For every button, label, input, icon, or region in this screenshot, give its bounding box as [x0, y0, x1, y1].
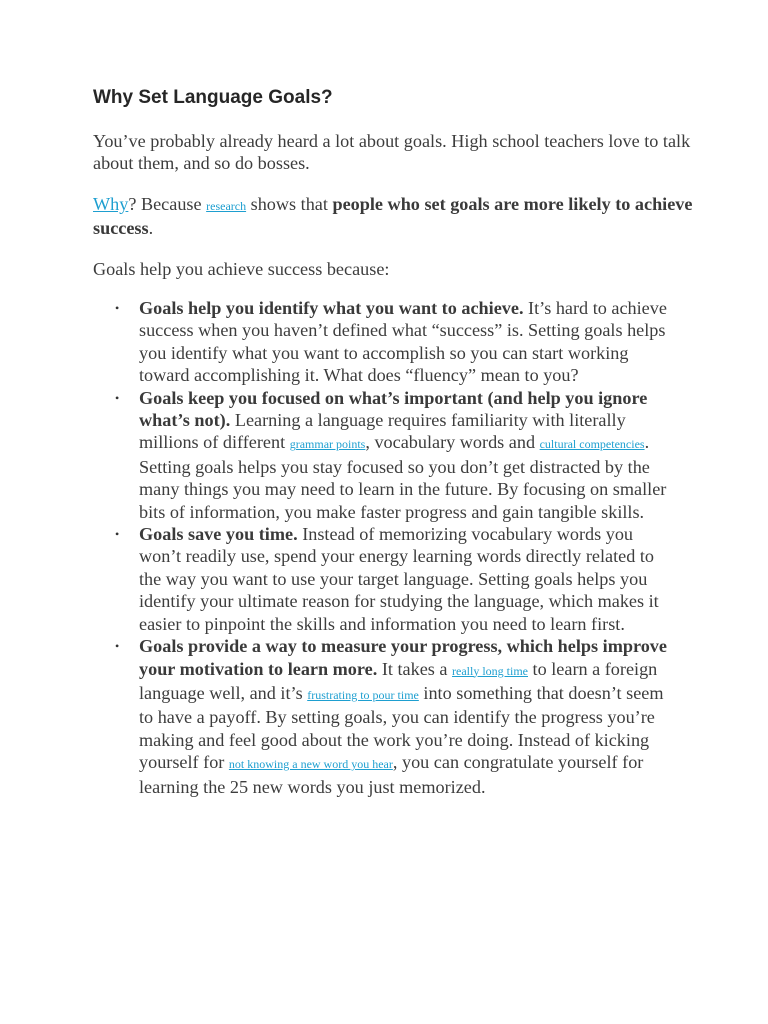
- list-item-text: to learn a foreign language well, and it’s: [139, 658, 658, 703]
- list-item-text: It takes a: [377, 658, 453, 679]
- why-bold-text: people who set goals are more likely to achieve success: [93, 194, 693, 239]
- page-title: Why Set Language Goals?: [93, 87, 333, 108]
- research-link[interactable]: research: [206, 199, 247, 213]
- why-text-2: shows that: [246, 194, 333, 214]
- frustrating-link[interactable]: frustrating to pour time: [307, 687, 419, 702]
- why-link[interactable]: Why: [93, 194, 129, 214]
- list-item: [115, 635, 679, 798]
- list-item-heading: Goals help you identify what you want to achieve.: [139, 298, 524, 318]
- list-item-text: , you can congratulate yourself for learning the 25 new words you just memorized.: [139, 752, 644, 797]
- grammar-points-link[interactable]: grammar points: [289, 437, 366, 452]
- goals-list: [115, 297, 679, 798]
- list-item-heading: Goals provide a way to measure your progress, which helps improve your motivation to learn more.: [139, 636, 667, 679]
- list-item-text: into something that doesn’t seem to have a payoff. By setting goals, you can identify the progress you’re making and feel good about the work you’re doing. Instead of kicking yourself for: [139, 682, 664, 773]
- intro-paragraph: You’ve probably already heard a lot about goals. High school teachers love to talk about them, and so do bosses.: [93, 131, 691, 174]
- bullet-icon: •: [115, 301, 120, 315]
- list-item-text: , vocabulary words and: [365, 432, 540, 453]
- why-paragraph: [93, 193, 693, 240]
- bullet-icon: •: [115, 527, 120, 542]
- why-text-1: ? Because: [128, 194, 207, 214]
- bullet-icon: •: [115, 639, 120, 654]
- list-item-heading: Goals save you time.: [139, 524, 298, 545]
- lead-paragraph: Goals help you achieve success because:: [93, 259, 390, 279]
- why-text-3: .: [148, 218, 154, 239]
- list-item: [115, 387, 679, 523]
- bullet-icon: •: [115, 390, 120, 405]
- really-long-time-link[interactable]: really long time: [452, 663, 528, 678]
- list-item: [115, 523, 679, 635]
- list-item: [115, 297, 679, 387]
- cultural-competencies-link[interactable]: cultural competencies: [539, 437, 645, 452]
- list-item-heading: Goals keep you focused on what’s important (and help you ignore what’s not).: [139, 387, 648, 431]
- list-item-text: It’s hard to achieve success when you haven’t defined what “success” is. Setting goals helps you identify what you want to accomplish so you can start working toward accomplishing it. What does “fluency” mean to you?: [139, 298, 667, 386]
- list-item-text: . Setting goals helps you stay focused so you don’t get distracted by the many things you may need to learn in the future. By focusing on smaller bits of information, you make faster progress and gain tangible skills.: [139, 432, 667, 522]
- list-item-text: Learning a language requires familiarity with literally millions of different: [139, 410, 626, 453]
- not-knowing-word-link[interactable]: not knowing a new word you hear: [228, 757, 393, 772]
- list-item-text: Instead of memorizing vocabulary words you won’t readily use, spend your energy learning words directly related to the way you want to use your target language. Setting goals helps you identify your ultimate reason for studying the language, which makes it easier to pinpoint the skills and information you need to learn first.: [139, 524, 659, 634]
